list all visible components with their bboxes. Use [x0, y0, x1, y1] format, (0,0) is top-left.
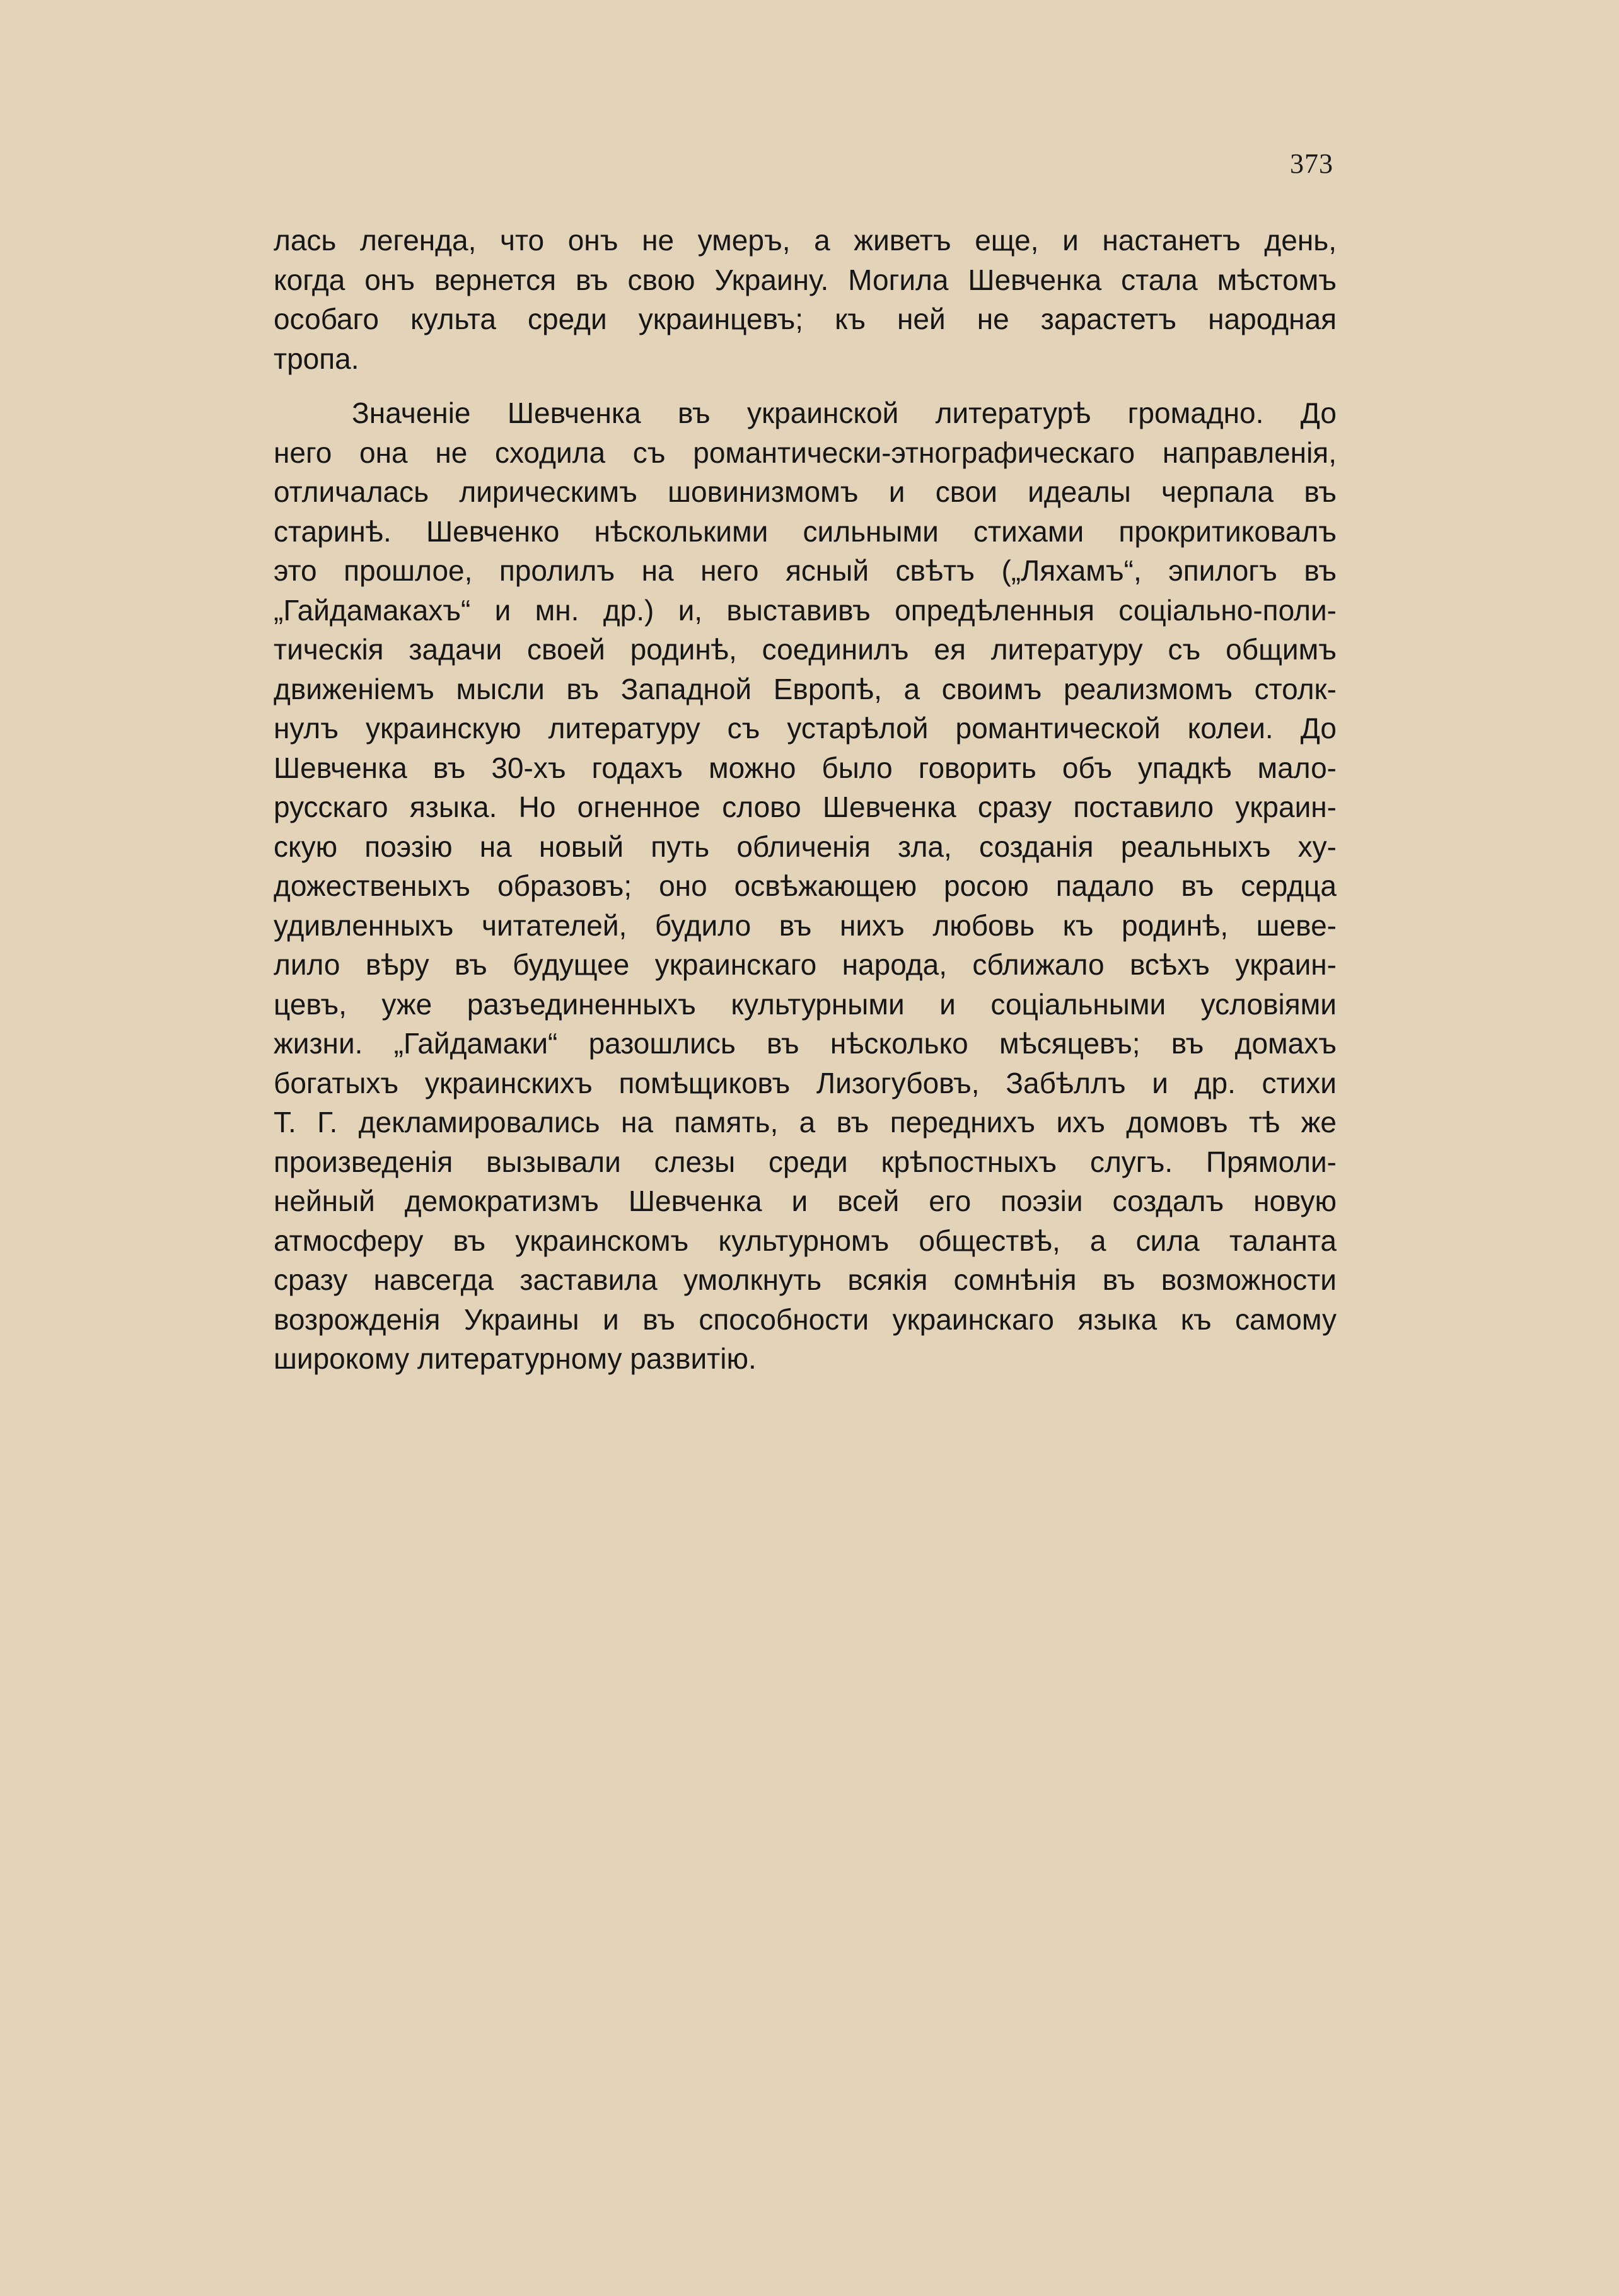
paragraph [274, 393, 1337, 1379]
text-line: жизни. „Гайдамаки“ разошлись въ нѣсколько мѣсяцевъ; въ домахъ [274, 1027, 1337, 1060]
text-line: скую поэзію на новый путь обличенія зла, созданія реальныхъ ху- [274, 830, 1337, 863]
text-line: лило вѣру въ будущее украинскаго народа, сближало всѣхъ украин- [274, 948, 1337, 981]
text-line: него она не сходила съ романтически-этнографическаго направленія, [274, 436, 1337, 469]
body-text [274, 221, 1337, 1379]
text-line: когда онъ вернется въ свою Украину. Могила Шевченка стала мѣстомъ [274, 263, 1337, 296]
text-line: широкому литературному развитію. [274, 1342, 757, 1375]
text-line: удивленныхъ читателей, будило въ нихъ любовь къ родинѣ, шеве- [274, 908, 1337, 942]
text-line: Значеніе Шевченка въ украинской литературѣ громадно. До [352, 397, 1337, 429]
text-line: возрожденія Украины и въ способности украинскаго языка къ самому [274, 1302, 1337, 1336]
text-line: сразу навсегда заставила умолкнуть всякія сомнѣнія въ возможности [274, 1263, 1337, 1296]
text-line: цевъ, уже разъединенныхъ культурными и соціальными условіями [274, 987, 1337, 1021]
paragraph-gap [274, 378, 1337, 393]
text-line: тическія задачи своей родинѣ, соединилъ ея литературу съ общимъ [274, 633, 1337, 666]
text-line: атмосферу въ украинскомъ культурномъ обществѣ, а сила таланта [274, 1224, 1337, 1257]
text-line: произведенія вызывали слезы среди крѣпостныхъ слугъ. Прямоли- [274, 1145, 1337, 1178]
text-line: дожественыхъ образовъ; оно освѣжающею росою падало въ сердца [274, 869, 1337, 902]
text-line: „Гайдамакахъ“ и мн. др.) и, выставивъ опредѣленныя соціально-поли- [274, 593, 1337, 627]
page-number: 373 [1290, 148, 1333, 179]
paragraph [274, 221, 1337, 378]
text-line: богатыхъ украинскихъ помѣщиковъ Лизогубовъ, Забѣллъ и др. стихи [274, 1066, 1337, 1099]
text-line: нейный демократизмъ Шевченка и всей его поэзіи создалъ новую [274, 1185, 1337, 1217]
text-line: старинѣ. Шевченко нѣсколькими сильными стихами прокритиковалъ [274, 514, 1337, 548]
text-line: особаго культа среди украинцевъ; къ ней не зарастетъ народная [274, 303, 1337, 335]
text-line: Т. Г. декламировались на память, а въ переднихъ ихъ домовъ тѣ же [274, 1106, 1337, 1139]
text-line: отличалась лирическимъ шовинизмомъ и свои идеалы черпала въ [274, 475, 1337, 508]
text-line: Шевченка въ 30-хъ годахъ можно было говорить объ упадкѣ мало- [274, 751, 1337, 784]
text-line: нулъ украинскую литературу съ устарѣлой романтической колеи. До [274, 712, 1337, 745]
text-line: тропа. [274, 342, 359, 375]
text-line: лась легенда, что онъ не умеръ, а живетъ еще, и настанетъ день, [274, 224, 1337, 257]
text-line: русскаго языка. Но огненное слово Шевченка сразу поставило украин- [274, 791, 1337, 823]
text-line: движеніемъ мысли въ Западной Европѣ, а своимъ реализмомъ столк- [274, 672, 1337, 705]
text-line: это прошлое, пролилъ на него ясный свѣтъ („Ляхамъ“, эпилогъ въ [274, 554, 1337, 587]
